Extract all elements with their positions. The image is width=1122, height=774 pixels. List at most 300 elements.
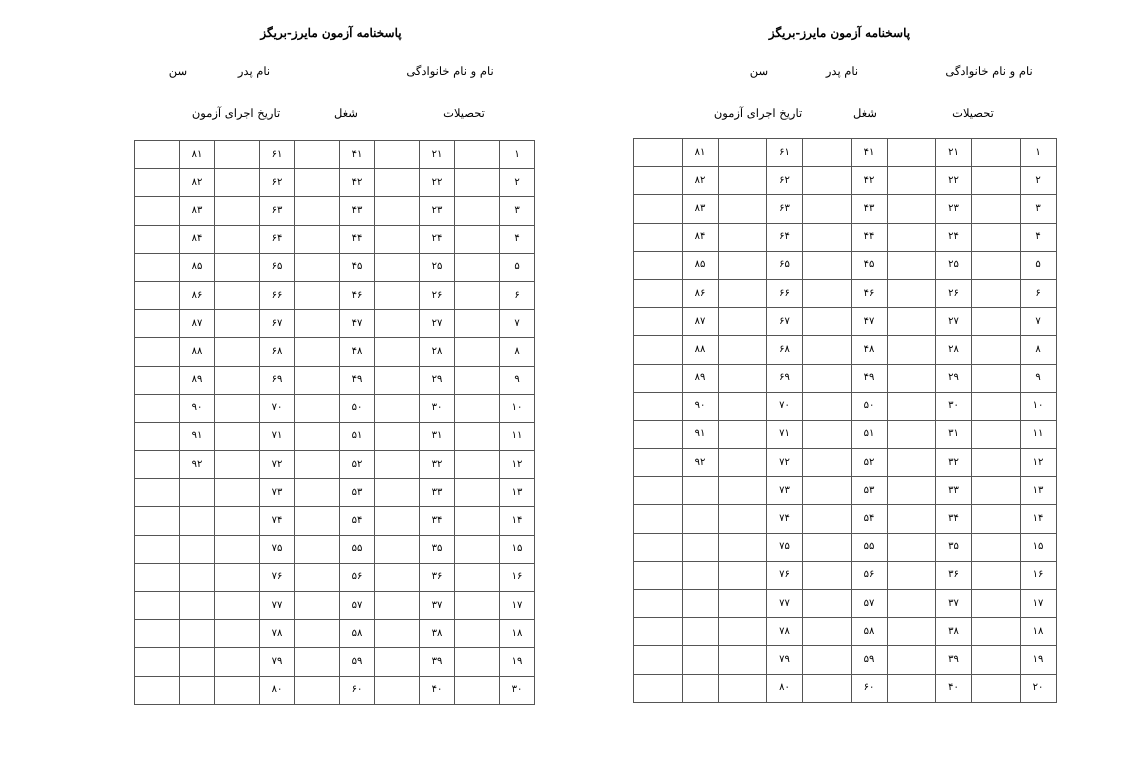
answer-cell[interactable] — [972, 477, 1021, 505]
table-row — [634, 505, 1057, 533]
answer-cell[interactable] — [375, 592, 420, 620]
answer-cell[interactable] — [718, 195, 767, 223]
answer-cell[interactable] — [215, 535, 260, 563]
test-date-label: تاریخ اجرای آزمون — [191, 106, 281, 120]
table-row — [634, 561, 1057, 589]
answer-cell[interactable] — [375, 366, 420, 394]
answer-cell[interactable] — [375, 281, 420, 309]
question-number: ۱۲ — [500, 451, 535, 479]
question-number: ۸۶ — [180, 281, 215, 309]
answer-cell[interactable] — [135, 451, 180, 479]
answer-cell[interactable] — [375, 169, 420, 197]
question-number: ۱۳ — [1020, 477, 1056, 505]
answer-cell[interactable] — [295, 338, 340, 366]
question-number: ۶۱ — [767, 139, 803, 167]
answer-cell[interactable] — [215, 169, 260, 197]
answer-cell[interactable] — [455, 535, 500, 563]
answer-cell[interactable] — [634, 674, 683, 702]
answer-cell[interactable] — [135, 366, 180, 394]
answer-cell[interactable] — [295, 479, 340, 507]
answer-cell[interactable] — [972, 561, 1021, 589]
answer-cell[interactable] — [135, 479, 180, 507]
answer-cell[interactable] — [295, 592, 340, 620]
table-row — [135, 169, 535, 197]
answer-cell[interactable] — [887, 674, 936, 702]
question-number: ۵۳ — [851, 477, 887, 505]
table-row — [135, 592, 535, 620]
answer-cell[interactable] — [972, 195, 1021, 223]
question-number: ۱۸ — [500, 620, 535, 648]
answer-cell[interactable] — [803, 279, 852, 307]
question-number: ۳۰ — [420, 394, 455, 422]
answer-cell[interactable] — [972, 279, 1021, 307]
question-number: ۴۳ — [851, 195, 887, 223]
answer-cell[interactable] — [455, 281, 500, 309]
question-number: ۲۰ — [1020, 674, 1056, 702]
question-number — [682, 590, 718, 618]
answer-cell[interactable] — [455, 141, 500, 169]
table-row — [634, 279, 1057, 307]
answer-cell[interactable] — [803, 674, 852, 702]
answer-cell[interactable] — [634, 251, 683, 279]
answer-cell[interactable] — [295, 197, 340, 225]
question-number: ۳۴ — [936, 505, 972, 533]
question-number: ۲۶ — [936, 279, 972, 307]
answer-cell[interactable] — [972, 420, 1021, 448]
answer-cell[interactable] — [887, 251, 936, 279]
question-number: ۵۶ — [340, 563, 375, 591]
answer-cell[interactable] — [972, 533, 1021, 561]
question-number: ۶ — [1020, 279, 1056, 307]
question-number: ۶۴ — [767, 223, 803, 251]
question-number: ۷۷ — [767, 590, 803, 618]
answer-cell[interactable] — [634, 505, 683, 533]
answer-cell[interactable] — [634, 561, 683, 589]
answer-cell[interactable] — [295, 310, 340, 338]
question-number: ۷۹ — [260, 648, 295, 676]
question-number: ۷۲ — [767, 449, 803, 477]
answer-cell[interactable] — [375, 507, 420, 535]
answer-cell[interactable] — [634, 646, 683, 674]
answer-cell[interactable] — [887, 561, 936, 589]
question-number — [180, 507, 215, 535]
answer-cell[interactable] — [718, 308, 767, 336]
answer-cell[interactable] — [718, 618, 767, 646]
question-number: ۲۷ — [936, 308, 972, 336]
answer-cell[interactable] — [375, 394, 420, 422]
answer-cell[interactable] — [803, 618, 852, 646]
answer-cell[interactable] — [135, 225, 180, 253]
question-number: ۸۱ — [180, 141, 215, 169]
answer-cell[interactable] — [634, 477, 683, 505]
answer-cell[interactable] — [455, 197, 500, 225]
answer-cell[interactable] — [803, 139, 852, 167]
answer-cell[interactable] — [135, 563, 180, 591]
question-number: ۱۳ — [500, 479, 535, 507]
question-number: ۲ — [1020, 167, 1056, 195]
answer-cell[interactable] — [634, 392, 683, 420]
answer-cell[interactable] — [375, 225, 420, 253]
answer-cell[interactable] — [803, 336, 852, 364]
answer-cell[interactable] — [135, 620, 180, 648]
answer-cell[interactable] — [455, 592, 500, 620]
answer-cell[interactable] — [634, 364, 683, 392]
answer-cell[interactable] — [803, 646, 852, 674]
answer-cell[interactable] — [887, 477, 936, 505]
answer-cell[interactable] — [295, 563, 340, 591]
answer-cell[interactable] — [718, 449, 767, 477]
answer-cell[interactable] — [455, 169, 500, 197]
question-number: ۴۰ — [420, 676, 455, 704]
answer-cell[interactable] — [803, 223, 852, 251]
answer-cell[interactable] — [887, 590, 936, 618]
answer-cell[interactable] — [295, 281, 340, 309]
answer-cell[interactable] — [887, 364, 936, 392]
answer-cell[interactable] — [215, 592, 260, 620]
answer-cell[interactable] — [972, 618, 1021, 646]
question-number — [682, 505, 718, 533]
answer-cell[interactable] — [972, 139, 1021, 167]
answer-cell[interactable] — [634, 336, 683, 364]
question-number — [180, 479, 215, 507]
answer-cell[interactable] — [375, 197, 420, 225]
answer-cell[interactable] — [135, 648, 180, 676]
answer-cell[interactable] — [135, 253, 180, 281]
question-number: ۳۱ — [936, 420, 972, 448]
answer-cell[interactable] — [375, 338, 420, 366]
question-number — [180, 676, 215, 704]
answer-cell[interactable] — [887, 505, 936, 533]
answer-cell[interactable] — [215, 310, 260, 338]
answer-cell[interactable] — [375, 535, 420, 563]
answer-cell[interactable] — [455, 253, 500, 281]
answer-cell[interactable] — [455, 422, 500, 450]
answer-cell[interactable] — [295, 394, 340, 422]
answer-cell[interactable] — [455, 310, 500, 338]
answer-cell[interactable] — [972, 449, 1021, 477]
question-number: ۵۵ — [851, 533, 887, 561]
table-row — [135, 338, 535, 366]
answer-cell[interactable] — [135, 394, 180, 422]
answer-cell[interactable] — [972, 364, 1021, 392]
answer-cell[interactable] — [135, 169, 180, 197]
question-number: ۸۳ — [682, 195, 718, 223]
table-row — [634, 251, 1057, 279]
question-number: ۴۹ — [851, 364, 887, 392]
question-number: ۴۴ — [851, 223, 887, 251]
question-number: ۷۱ — [767, 420, 803, 448]
answer-cell[interactable] — [887, 618, 936, 646]
question-number: ۳۹ — [936, 646, 972, 674]
answer-cell[interactable] — [375, 676, 420, 704]
answer-cell[interactable] — [634, 533, 683, 561]
answer-cell[interactable] — [215, 422, 260, 450]
answer-cell[interactable] — [718, 279, 767, 307]
answer-cell[interactable] — [803, 449, 852, 477]
answer-cell[interactable] — [803, 420, 852, 448]
answer-cell[interactable] — [887, 336, 936, 364]
answer-cell[interactable] — [295, 648, 340, 676]
answer-cell[interactable] — [295, 253, 340, 281]
question-number: ۹۱ — [180, 422, 215, 450]
answer-cell[interactable] — [455, 338, 500, 366]
answer-cell[interactable] — [135, 592, 180, 620]
answer-cell[interactable] — [375, 648, 420, 676]
question-number — [682, 533, 718, 561]
answer-cell[interactable] — [455, 479, 500, 507]
answer-cell[interactable] — [887, 392, 936, 420]
answer-cell[interactable] — [887, 420, 936, 448]
question-number: ۸۷ — [180, 310, 215, 338]
table-row — [634, 364, 1057, 392]
question-number: ۲۸ — [936, 336, 972, 364]
question-number: ۱۴ — [1020, 505, 1056, 533]
answer-cell[interactable] — [215, 141, 260, 169]
question-number: ۷۵ — [767, 533, 803, 561]
question-number: ۳ — [1020, 195, 1056, 223]
question-number: ۷۲ — [260, 451, 295, 479]
answer-cell[interactable] — [215, 338, 260, 366]
answer-cell[interactable] — [972, 336, 1021, 364]
answer-cell[interactable] — [455, 563, 500, 591]
question-number: ۱۷ — [1020, 590, 1056, 618]
question-number: ۶۶ — [260, 281, 295, 309]
answer-cell[interactable] — [803, 167, 852, 195]
answer-cell[interactable] — [803, 561, 852, 589]
question-number: ۸۹ — [682, 364, 718, 392]
question-number: ۳۷ — [936, 590, 972, 618]
answer-cell[interactable] — [135, 141, 180, 169]
answer-cell[interactable] — [295, 366, 340, 394]
answer-cell[interactable] — [887, 308, 936, 336]
answer-cell[interactable] — [135, 507, 180, 535]
question-number: ۳۶ — [936, 561, 972, 589]
answer-cell[interactable] — [215, 479, 260, 507]
answer-cell[interactable] — [718, 477, 767, 505]
question-number: ۶۰ — [851, 674, 887, 702]
answer-cell[interactable] — [295, 676, 340, 704]
answer-cell[interactable] — [634, 167, 683, 195]
answer-cell[interactable] — [887, 223, 936, 251]
question-number: ۴۲ — [851, 167, 887, 195]
answer-cell[interactable] — [718, 336, 767, 364]
answer-cell[interactable] — [718, 392, 767, 420]
question-number: ۳۸ — [936, 618, 972, 646]
question-number: ۵۷ — [340, 592, 375, 620]
answer-cell[interactable] — [887, 195, 936, 223]
answer-cell[interactable] — [455, 225, 500, 253]
question-number: ۴۸ — [851, 336, 887, 364]
answer-cell[interactable] — [215, 394, 260, 422]
question-number: ۶۶ — [767, 279, 803, 307]
question-number: ۱۶ — [1020, 561, 1056, 589]
answer-cell[interactable] — [375, 479, 420, 507]
answer-cell[interactable] — [803, 308, 852, 336]
answer-cell[interactable] — [375, 253, 420, 281]
answer-cell[interactable] — [135, 338, 180, 366]
answer-cell[interactable] — [634, 420, 683, 448]
answer-cell[interactable] — [634, 223, 683, 251]
answer-cell[interactable] — [455, 620, 500, 648]
question-number: ۷۹ — [767, 646, 803, 674]
answer-cell[interactable] — [887, 533, 936, 561]
answer-cell[interactable] — [295, 507, 340, 535]
answer-cell[interactable] — [887, 279, 936, 307]
education-label: تحصیلات — [952, 106, 994, 120]
question-number: ۳ — [500, 197, 535, 225]
answer-cell[interactable] — [455, 394, 500, 422]
answer-cell[interactable] — [972, 167, 1021, 195]
question-number: ۱ — [500, 141, 535, 169]
answer-cell[interactable] — [215, 451, 260, 479]
answer-cell[interactable] — [215, 648, 260, 676]
answer-cell[interactable] — [718, 223, 767, 251]
answer-cell[interactable] — [718, 646, 767, 674]
answer-cell[interactable] — [803, 364, 852, 392]
question-number: ۵۲ — [340, 451, 375, 479]
question-number: ۴۱ — [851, 139, 887, 167]
answer-cell[interactable] — [375, 310, 420, 338]
answer-cell[interactable] — [634, 590, 683, 618]
answer-cell[interactable] — [972, 646, 1021, 674]
answer-cell[interactable] — [972, 590, 1021, 618]
answer-cell[interactable] — [803, 590, 852, 618]
answer-cell[interactable] — [295, 169, 340, 197]
answer-cell[interactable] — [135, 535, 180, 563]
age-label: سن — [168, 64, 188, 78]
question-number: ۱۰ — [1020, 392, 1056, 420]
question-number: ۱۷ — [500, 592, 535, 620]
answer-cell[interactable] — [803, 251, 852, 279]
answer-cell[interactable] — [455, 676, 500, 704]
answer-cell[interactable] — [803, 533, 852, 561]
answer-cell[interactable] — [215, 563, 260, 591]
answer-cell[interactable] — [215, 225, 260, 253]
question-number: ۶۳ — [767, 195, 803, 223]
answer-cell[interactable] — [972, 392, 1021, 420]
question-number: ۳۰ — [500, 676, 535, 704]
answer-cell[interactable] — [972, 223, 1021, 251]
answer-cell[interactable] — [718, 251, 767, 279]
table-row — [634, 420, 1057, 448]
answer-cell[interactable] — [718, 364, 767, 392]
answer-cell[interactable] — [375, 422, 420, 450]
question-number: ۸ — [500, 338, 535, 366]
answer-cell[interactable] — [215, 620, 260, 648]
father-name-label: نام پدر — [825, 64, 859, 78]
answer-cell[interactable] — [295, 620, 340, 648]
answer-cell[interactable] — [634, 139, 683, 167]
answer-cell[interactable] — [215, 253, 260, 281]
answer-cell[interactable] — [455, 366, 500, 394]
question-number: ۱۵ — [1020, 533, 1056, 561]
question-number: ۵۰ — [340, 394, 375, 422]
answer-cell[interactable] — [634, 195, 683, 223]
answer-cell[interactable] — [135, 676, 180, 704]
answer-cell[interactable] — [887, 167, 936, 195]
question-number: ۶۲ — [260, 169, 295, 197]
answer-cell[interactable] — [634, 308, 683, 336]
question-number — [180, 620, 215, 648]
answer-cell[interactable] — [215, 197, 260, 225]
answer-cell[interactable] — [972, 674, 1021, 702]
answer-cell[interactable] — [455, 451, 500, 479]
question-number: ۲۵ — [936, 251, 972, 279]
full-name-label: نام و نام خانوادگی — [945, 64, 1033, 78]
answer-cell[interactable] — [135, 422, 180, 450]
question-number: ۵۳ — [340, 479, 375, 507]
answer-cell[interactable] — [718, 533, 767, 561]
answer-cell[interactable] — [295, 422, 340, 450]
answer-cell[interactable] — [215, 366, 260, 394]
question-number: ۱۲ — [1020, 449, 1056, 477]
answer-cell[interactable] — [718, 561, 767, 589]
answer-cell[interactable] — [215, 507, 260, 535]
answer-cell[interactable] — [972, 505, 1021, 533]
question-number: ۸۷ — [682, 308, 718, 336]
answer-cell[interactable] — [295, 225, 340, 253]
answer-cell[interactable] — [634, 449, 683, 477]
answer-cell[interactable] — [375, 451, 420, 479]
answer-cell[interactable] — [455, 648, 500, 676]
answer-cell[interactable] — [135, 281, 180, 309]
question-number: ۶۱ — [260, 141, 295, 169]
question-number: ۳۸ — [420, 620, 455, 648]
question-number: ۵ — [500, 253, 535, 281]
answer-cell[interactable] — [718, 420, 767, 448]
answer-cell[interactable] — [887, 139, 936, 167]
answer-cell[interactable] — [375, 141, 420, 169]
answer-cell[interactable] — [803, 195, 852, 223]
sheet-title: پاسخنامه آزمون مایرز-بریگز — [768, 26, 911, 40]
answer-cell[interactable] — [295, 141, 340, 169]
question-number: ۳۳ — [936, 477, 972, 505]
answer-cell[interactable] — [803, 505, 852, 533]
answer-cell[interactable] — [972, 308, 1021, 336]
question-number: ۸۴ — [180, 225, 215, 253]
answer-cell[interactable] — [718, 167, 767, 195]
answer-cell[interactable] — [634, 618, 683, 646]
answer-cell[interactable] — [375, 563, 420, 591]
answer-cell[interactable] — [803, 392, 852, 420]
answer-cell[interactable] — [972, 251, 1021, 279]
answer-cell[interactable] — [803, 477, 852, 505]
answer-cell[interactable] — [135, 310, 180, 338]
question-number: ۴۵ — [340, 253, 375, 281]
question-number: ۶۲ — [767, 167, 803, 195]
table-row — [135, 366, 535, 394]
answer-cell[interactable] — [455, 507, 500, 535]
answer-cell[interactable] — [634, 279, 683, 307]
answer-cell[interactable] — [887, 646, 936, 674]
answer-cell[interactable] — [215, 676, 260, 704]
question-number: ۳۹ — [420, 648, 455, 676]
answer-cell[interactable] — [135, 197, 180, 225]
question-number: ۵۹ — [340, 648, 375, 676]
answer-cell[interactable] — [215, 281, 260, 309]
answer-cell[interactable] — [887, 449, 936, 477]
question-number: ۳۰ — [936, 392, 972, 420]
table-row — [634, 618, 1057, 646]
answer-cell[interactable] — [718, 674, 767, 702]
answer-cell[interactable] — [718, 590, 767, 618]
answer-cell[interactable] — [718, 139, 767, 167]
answer-cell[interactable] — [718, 505, 767, 533]
answer-cell[interactable] — [295, 451, 340, 479]
answer-cell[interactable] — [295, 535, 340, 563]
answer-cell[interactable] — [375, 620, 420, 648]
question-number: ۳۲ — [936, 449, 972, 477]
